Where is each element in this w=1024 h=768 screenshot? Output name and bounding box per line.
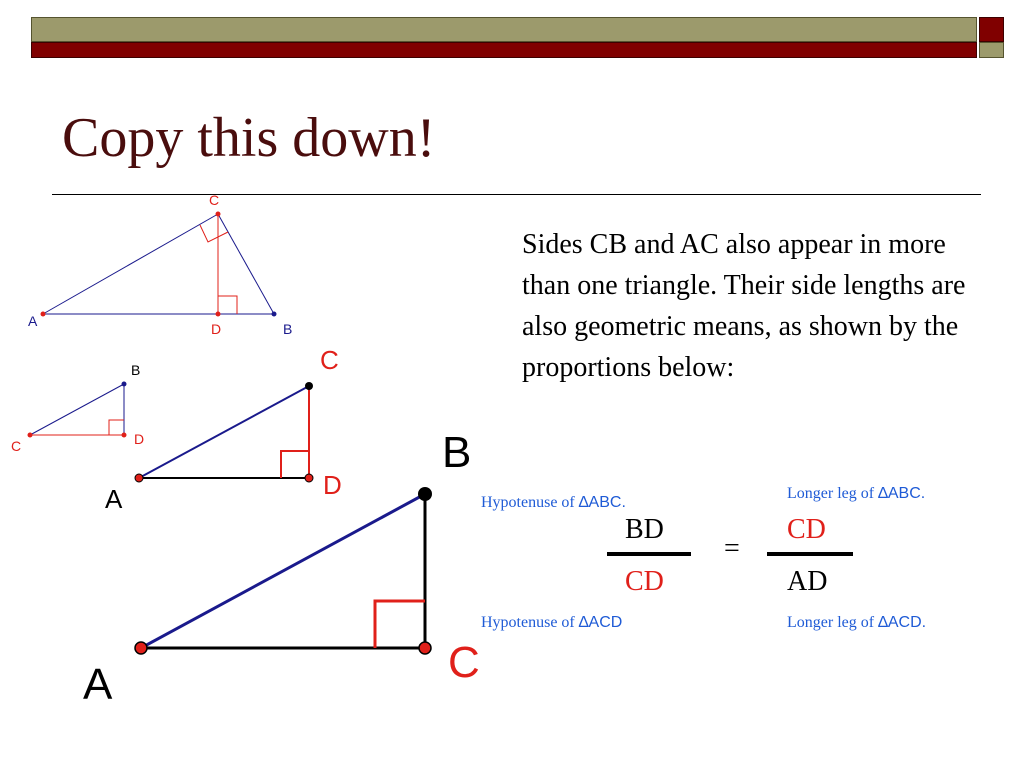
caption-left-bottom-text: Hypotenuse of	[481, 614, 579, 631]
small-label-c: C	[11, 438, 22, 454]
medium-label-a: A	[105, 484, 123, 514]
small-right-angle-marker	[109, 420, 124, 435]
caption-right-top-text: Longer leg of	[787, 485, 879, 502]
caption-right-bottom-triangle: ∆ACD.	[878, 614, 927, 631]
caption-left-top	[481, 494, 626, 512]
small-point-b	[122, 382, 127, 387]
small-label-b: B	[131, 362, 141, 378]
top-right-angle-d-marker	[218, 296, 237, 314]
caption-left-bottom-triangle: ∆ACD	[578, 614, 623, 631]
equals-sign: =	[724, 533, 740, 564]
top-point-a	[41, 312, 46, 317]
medium-triangle-diagram	[135, 382, 313, 482]
small-point-d	[122, 433, 127, 438]
top-label-c: C	[209, 192, 220, 208]
small-point-c	[28, 433, 33, 438]
medium-side-ac	[139, 386, 309, 478]
large-label-a: A	[83, 660, 113, 709]
top-point-b	[272, 312, 277, 317]
top-point-d	[216, 312, 221, 317]
large-point-b	[418, 487, 432, 501]
large-label-c: C	[448, 638, 480, 687]
large-triangle-diagram	[135, 487, 432, 654]
top-label-b: B	[283, 321, 293, 337]
caption-left-top-text: Hypotenuse of	[481, 494, 579, 511]
top-point-c	[216, 212, 221, 217]
right-denominator: AD	[787, 566, 828, 597]
top-label-d: D	[211, 321, 222, 337]
large-side-ab	[141, 494, 425, 648]
medium-point-d	[305, 474, 313, 482]
small-label-d: D	[134, 431, 145, 447]
right-fraction-bar	[767, 552, 853, 556]
medium-right-angle-marker	[281, 451, 309, 478]
caption-right-bottom-text: Longer leg of	[787, 614, 879, 631]
right-numerator: CD	[787, 514, 826, 545]
caption-right-top	[787, 485, 925, 503]
caption-left-top-triangle: ∆ABC.	[578, 494, 626, 511]
top-side-cb	[218, 214, 274, 314]
medium-point-a	[135, 474, 143, 482]
small-side-cb	[30, 384, 124, 435]
caption-right-bottom	[787, 614, 926, 632]
left-denominator: CD	[625, 566, 664, 597]
medium-point-c	[305, 382, 313, 390]
caption-right-top-triangle: ∆ABC.	[878, 485, 926, 502]
body-text: Sides CB and AC also appear in more than one triangle. Their side lengths are also geometric means, as shown by the proportions below:	[522, 229, 966, 383]
caption-left-bottom	[481, 614, 622, 632]
large-right-angle-marker	[375, 601, 425, 648]
medium-label-d: D	[323, 470, 342, 500]
left-numerator: BD	[625, 514, 664, 545]
medium-label-c: C	[320, 345, 339, 375]
left-fraction-bar	[607, 552, 691, 556]
small-triangle-diagram	[28, 382, 127, 438]
top-triangle-diagram	[41, 212, 277, 317]
large-point-c	[419, 642, 431, 654]
slide-title: Copy this down!	[62, 107, 436, 169]
top-right-angle-c-marker	[200, 225, 228, 242]
large-label-b: B	[442, 428, 472, 477]
large-point-a	[135, 642, 147, 654]
top-side-ac	[43, 214, 218, 314]
top-label-a: A	[28, 313, 38, 329]
